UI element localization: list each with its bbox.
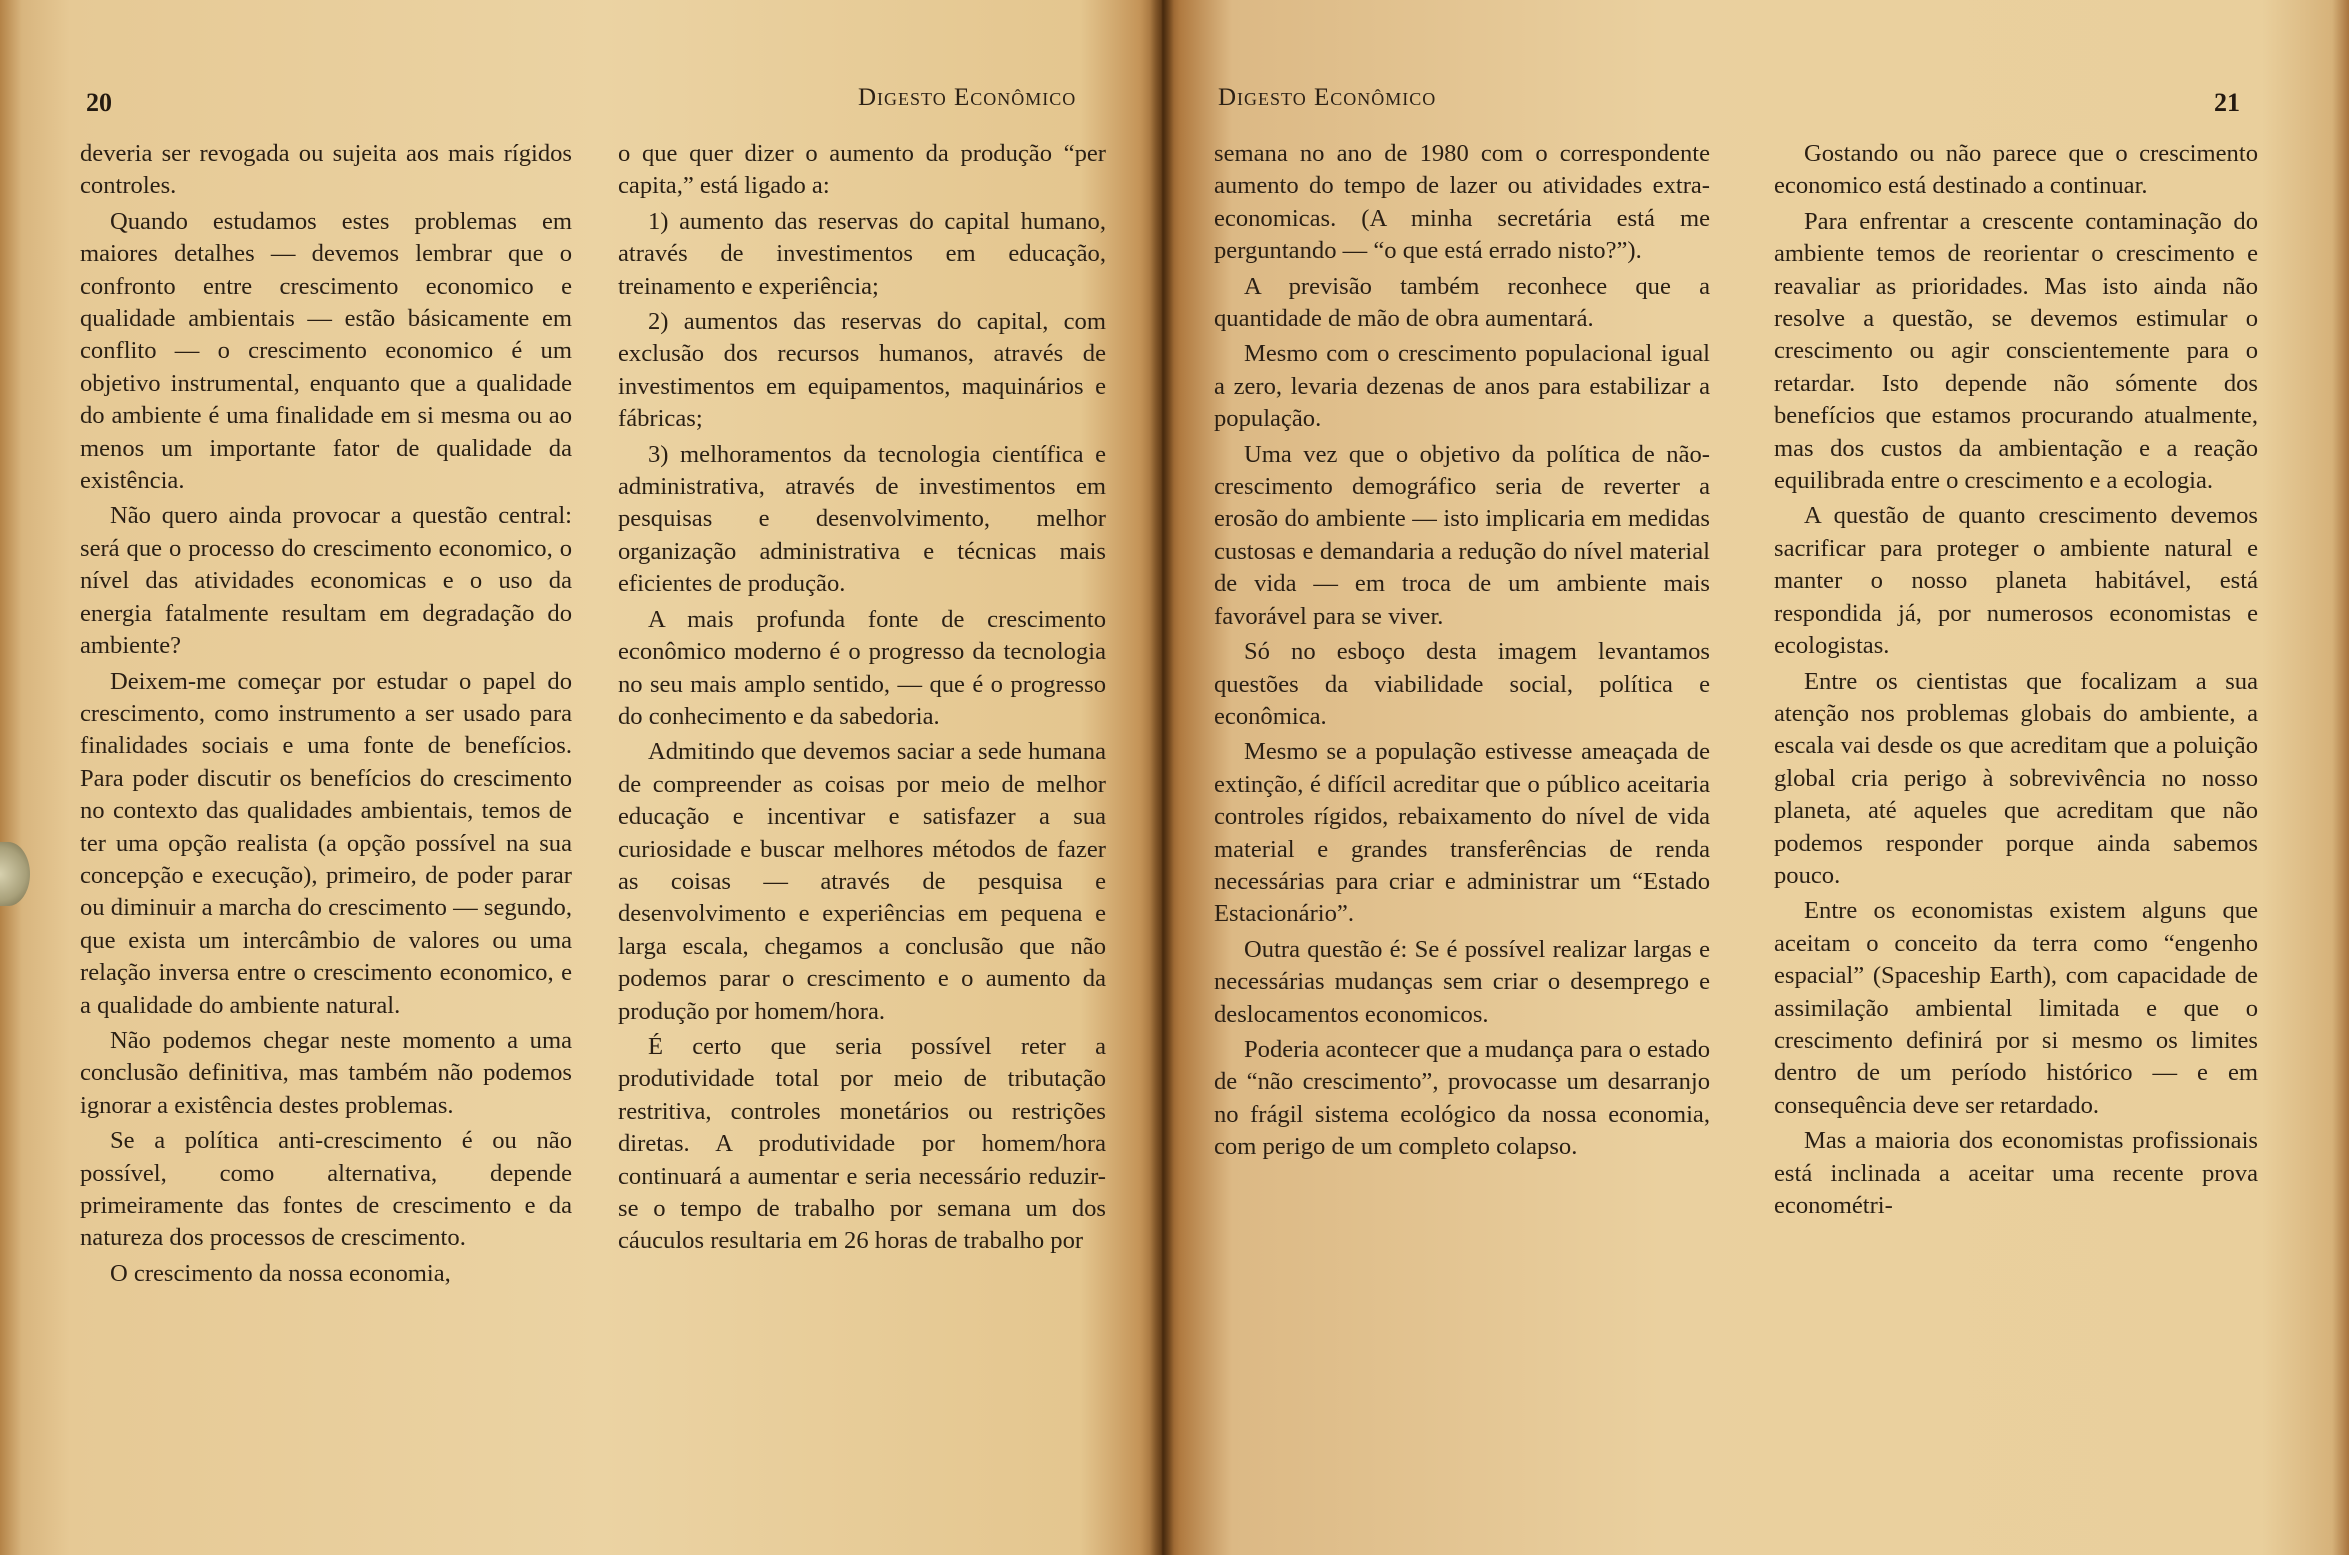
paragraph: Admitindo que devemos saciar a sede humana de compreender as coisas por meio de melhor educação e incentivar e satisfazer a sua curiosidade e buscar melhores métodos de fazer as coisas — através de pesquisa e desenvolvimento e experiências em pequena e larga escala, chegamos a conclusão que não podemos parar o crescimento e o aumento da produção por homem/hora.: [618, 738, 1106, 1025]
paragraph: Outra questão é: Se é possível realizar largas e necessárias mudanças sem criar o desemprego e deslocamentos economicos.: [1214, 935, 1710, 1028]
list-item: 2) aumentos das reservas do capital, com exclusão dos recursos humanos, através de investimentos em equipamentos, maquinários e fábricas;: [618, 308, 1106, 433]
paper-clip-mark: [0, 842, 30, 906]
paragraph: A questão de quanto crescimento devemos sacrificar para proteger o ambiente natural e manter o nosso planeta habitável, está respondida já, por numerosos economistas e ecologistas.: [1774, 502, 2258, 660]
page-number-left: 20: [86, 88, 112, 117]
paragraph: o que quer dizer o aumento da produção “per capita,” está ligado a:: [618, 140, 1106, 200]
paragraph: O crescimento da nossa economia,: [110, 1259, 451, 1287]
paragraph: Para enfrentar a crescente contaminação do ambiente temos de reorientar o crescimento e reavaliar as prioridades. Mas isto ainda não resolve a questão, se devemos estimular o crescimento ou agir conscientemente para o retardar. Isto depende não sómente dos benefícios que estamos procurando atualmente, mas dos custos da ambientação e a reação equilibrada entre o crescimento e a ecologia.: [1774, 207, 2258, 495]
page-number-right: 21: [2214, 88, 2240, 117]
paragraph: Não podemos chegar neste momento a uma conclusão definitiva, mas também não podemos ignorar a existência destes problemas.: [80, 1026, 572, 1119]
paragraph: Quando estudamos estes problemas em maiores detalhes — devemos lembrar que o confronto entre crescimento economico e qualidade ambientais — estão básicamente em conflito — o crescimento economico é um objetivo instrumental, enquanto que a qualidade do ambiente é uma finalidade em si mesma ou ao menos um importante fator de qualidade da existência.: [80, 207, 572, 495]
paragraph: Mas a maioria dos economistas profissionais está inclinada a aceitar uma recente prova econométri-: [1774, 1127, 2258, 1219]
text-column-4: [1774, 138, 2258, 1225]
paragraph: deveria ser revogada ou sujeita aos mais rígidos controles.: [80, 140, 572, 200]
paragraph: Entre os cientistas que focalizam a sua atenção nos problemas globais do ambiente, a escala vai desde os que acreditam que a poluição global cria perigo à sobrevivência no nosso planeta, até aqueles que acreditam que não podemos responder porque ainda sabemos pouco.: [1774, 667, 2258, 889]
running-head-left: Digesto Econômico: [858, 84, 1077, 111]
text-column-3: [1214, 138, 1710, 1167]
list-item: 3) melhoramentos da tecnologia científica e administrativa, através de investimentos em pesquisas e desenvolvimento, melhor organização administrativa e técnicas mais eficientes de produção.: [618, 440, 1106, 598]
paragraph: Mesmo se a população estivesse ameaçada de extinção, é difícil acreditar que o público aceitaria controles rígidos, rebaixamento do nível de vida material e grandes transferências de renda necessárias para criar e administrar um “Estado Estacionário”.: [1214, 738, 1710, 928]
paragraph: Não quero ainda provocar a questão central: será que o processo do crescimento economico, o nível das atividades economicas e o uso da energia fatalmente resultam em degradação do ambiente?: [80, 502, 572, 660]
left-page: [0, 0, 1162, 1555]
paragraph: Só no esboço desta imagem levantamos questões da viabilidade social, política e econômica.: [1214, 638, 1710, 730]
paragraph: semana no ano de 1980 com o correspondente aumento do tempo de lazer ou atividades extra-economicas. (A minha secretária está me perguntando — “o que está errado nisto?”).: [1214, 140, 1710, 265]
paragraph: Uma vez que o objetivo da política de não-crescimento demográfico seria de reverter a erosão do ambiente — isto implicaria em medidas custosas e demandaria a redução do nível material de vida — em troca de um ambiente mais favorável para se viver.: [1214, 440, 1710, 630]
paragraph: A previsão também reconhece que a quantidade de mão de obra aumentará.: [1214, 272, 1710, 333]
running-head-right: Digesto Econômico: [1218, 84, 1437, 111]
text-column-1: [80, 138, 572, 1293]
paragraph: É certo que seria possível reter a produtividade total por meio de tributação restritiva, controles monetários ou restrições diretas. A produtividade por homem/hora continuará a aumentar e seria necessário reduzir-se o tempo de trabalho por semana um dos cáuculos resultaria em 26 horas de trabalho por: [618, 1032, 1106, 1255]
book-gutter: [1150, 0, 1174, 1555]
paragraph: Gostando ou não parece que o crescimento economico está destinado a continuar.: [1774, 140, 2258, 200]
paragraph: Entre os economistas existem alguns que aceitam o conceito da terra como “engenho espacial” (Spaceship Earth), com capacidade de assimilação ambiental limitada e que o crescimento definirá por si mesmo os limites dentro de um período histórico — e em consequência deve ser retardado.: [1774, 897, 2258, 1119]
paragraph: Poderia acontecer que a mudança para o estado de “não crescimento”, provocasse um desarranjo no frágil sistema ecológico da nossa economia, com perigo de um completo colapso.: [1214, 1035, 1710, 1161]
paragraph: A mais profunda fonte de crescimento econômico moderno é o progresso da tecnologia no seu mais amplo sentido, — que é o progresso do conhecimento e da sabedoria.: [618, 605, 1106, 730]
paragraph: Se a política anti-crescimento é ou não possível, como alternativa, depende primeiramente das fontes de crescimento e da natureza dos processos de crescimento.: [80, 1127, 572, 1252]
paragraph: Deixem-me começar por estudar o papel do crescimento, como instrumento a ser usado para finalidades sociais e uma fonte de benefícios. Para poder discutir os benefícios do crescimento no contexto das qualidades ambientais, temos de ter uma opção realista (a opção possível na sua concepção e execução), primeiro, de poder parar ou diminuir a marcha do crescimento — segundo, que exista um intercâmbio de valores ou uma relação inversa entre o crescimento economico, e a qualidade do ambiente natural.: [80, 667, 572, 1019]
text-column-2: [618, 138, 1106, 1261]
paragraph: Mesmo com o crescimento populacional igual a zero, levaria dezenas de anos para estabilizar a população.: [1214, 340, 1710, 433]
list-item: 1) aumento das reservas do capital humano, através de investimentos em educação, treinamento e experiência;: [618, 207, 1106, 300]
